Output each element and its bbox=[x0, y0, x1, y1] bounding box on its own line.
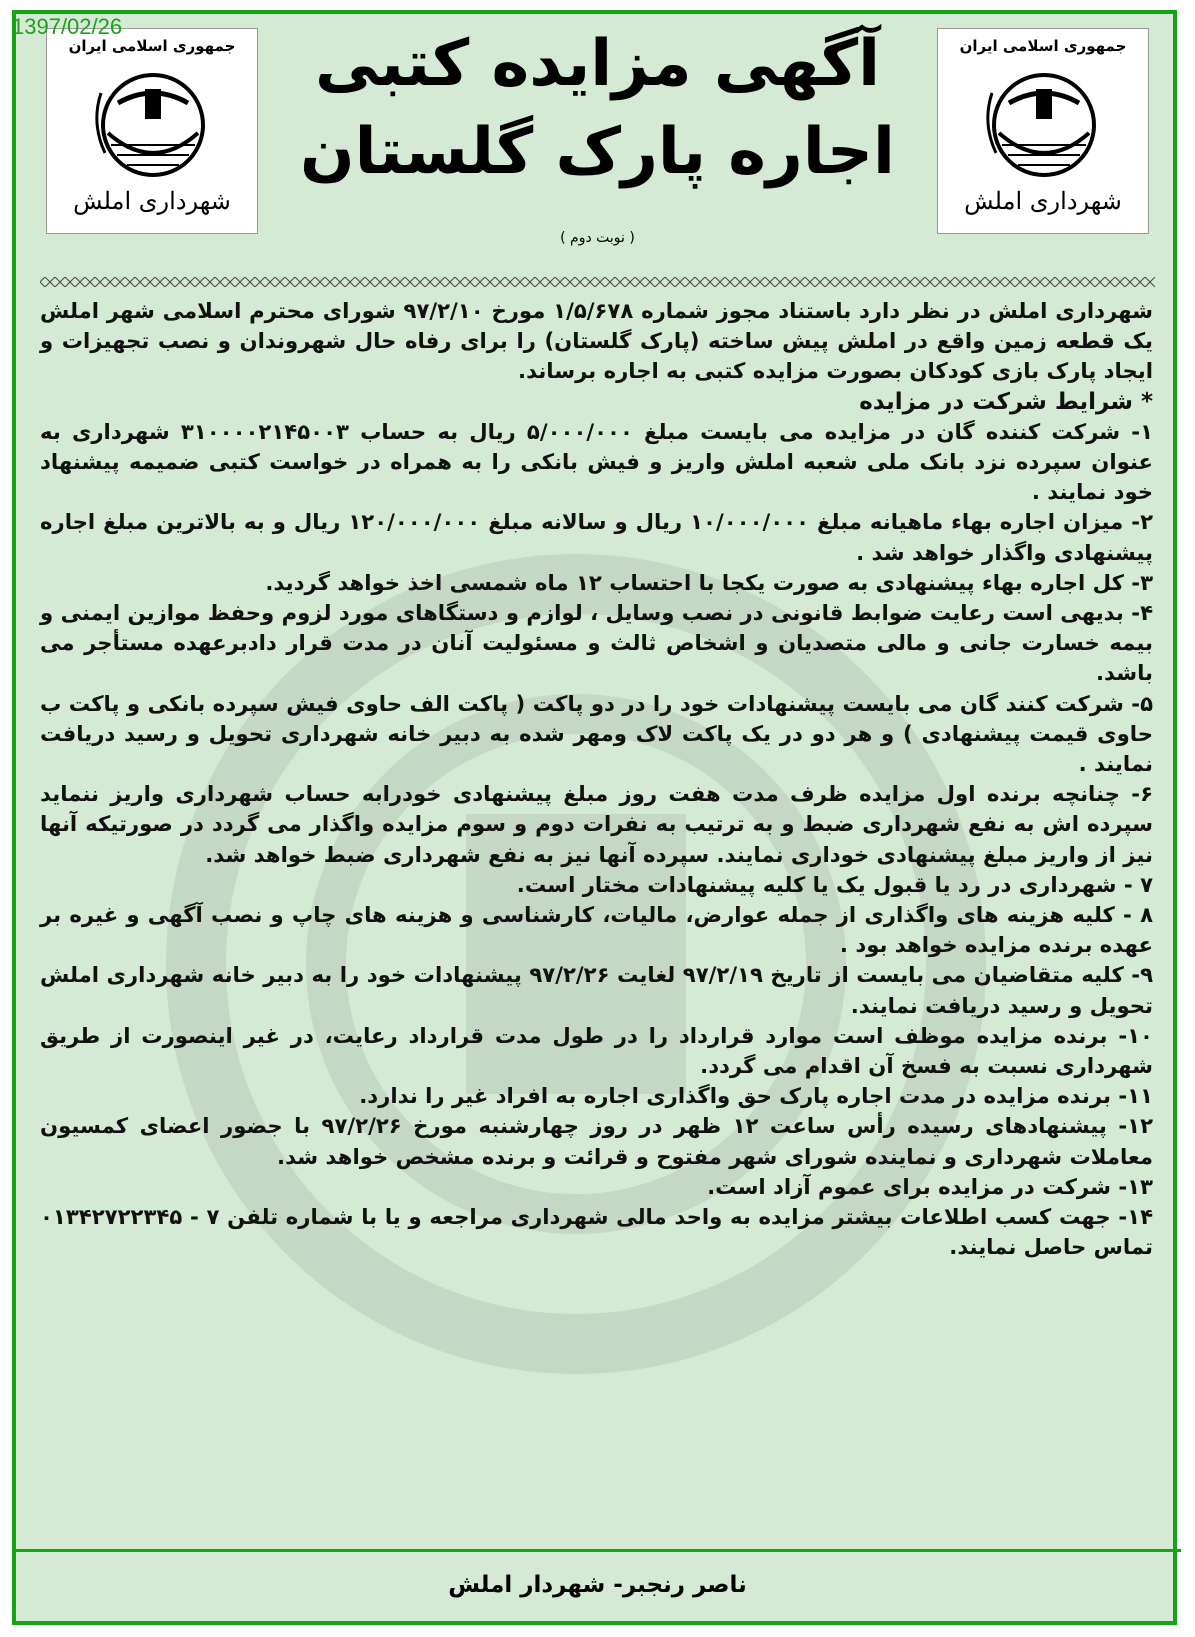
logo-left bbox=[46, 28, 258, 234]
condition-item: ۶- چنانچه برنده اول مزایده ظرف مدت هفت روز مبلغ پیشنهادی خودرابه حساب شهرداری واریز ننماید سپرده اش به نفع شهرداری ضبط و به ترتیب به نفرات دوم و سوم مزایده واگذار می گردد در صورتیکه آنها نیز از واریز مبلغ پیشنهادی خوداری نمایند. سپرده آنها نیز به نفع شهرداری ضبط خواهد شد. bbox=[40, 781, 1153, 867]
logo-country-text: جمهوری اسلامی ایران bbox=[68, 37, 236, 55]
condition-item: ۴- بدیهی است رعایت ضوابط قانونی در نصب وسایل ، لوازم و دستگاهای مورد لزوم وحفظ موازین ایمنی و بیمه خسارت جانی و مالی متصدیان و اشخاص ثالث و مسئولیت آنان در مدت قرار دادبرعهده مستأجر می باشد. bbox=[40, 600, 1153, 686]
notice-body bbox=[40, 296, 1153, 1263]
logo-name-text: شهرداری املش bbox=[73, 187, 231, 215]
logo-country-text: جمهوری اسلامی ایران bbox=[959, 37, 1127, 55]
condition-item: ۱۴- جهت کسب اطلاعات بیشتر مزایده به واحد مالی شهرداری مراجعه و یا با شماره تلفن ۷ - ۰۱۳۴۲۷۲۲۳۴۵ تماس حاصل نمایند. bbox=[40, 1204, 1154, 1260]
municipality-emblem-icon bbox=[83, 63, 223, 183]
date-stamp: 1397/02/26 bbox=[12, 14, 123, 39]
intro-paragraph: شهرداری املش در نظر دارد باستناد مجوز شماره ۱/۵/۶۷۸ مورخ ۹۷/۲/۱۰ شورای محترم اسلامی شهر املش یک قطعه زمین واقع در املش پیش ساخته (پارک گلستان) را برای رفاه حال شهروندان و نصب تجهیزات و ایجاد پارک بازی کودکان بصورت مزایده کتبی به اجاره برساند. bbox=[40, 298, 1153, 384]
logo-right bbox=[937, 28, 1149, 234]
condition-item: ۷ - شهرداری در رد یا قبول یک یا کلیه پیشنهادات مختار است. bbox=[516, 871, 1153, 897]
condition-item: ۱- شرکت کننده گان در مزایده می بایست مبلغ ۵/۰۰۰/۰۰۰ ریال به حساب ۳۱۰۰۰۰۲۱۴۵۰۰۳ شهرداری به عنوان سپرده نزد بانک ملی شعبه املش واریز و فیش بانکی را به همراه در خواست کتبی ضمیمه پیشنهاد خود نمایند . bbox=[40, 418, 1154, 505]
municipality-emblem-icon bbox=[974, 63, 1114, 183]
condition-item: ۵- شرکت کنند گان می بایست پیشنهادات خود را در دو پاکت ( پاکت الف حاوی فیش سپرده بانکی و پاکت ب حاوی قیمت پیشنهادی ) و هر دو در یک پاکت لاک ومهر شده به دبیر خانه شهرداری تحویل و رسید دریافت نمایند . bbox=[40, 690, 1153, 777]
condition-item: ۱۰- برنده مزایده موظف است موارد قرارداد را در طول مدت قرارداد رعایت، در غیر اینصورت از طریق شهرداری نسبت به فسخ آن اقدام می گردد. bbox=[40, 1022, 1153, 1079]
condition-item: ۹- کلیه متقاضیان می بایست از تاریخ ۹۷/۲/۱۹ لغایت ۹۷/۲/۲۶ پیشنهادات خود را به دبیر خانه شهرداری املش تحویل و رسید دریافت نمایند. bbox=[40, 962, 1154, 1018]
condition-item: ۱۳- شرکت در مزایده برای عموم آزاد است. bbox=[707, 1173, 1153, 1199]
footer-divider bbox=[14, 1549, 1181, 1552]
condition-item: ۳- کل اجاره بهاء پیشنهادی به صورت یکجا با احتساب ۱۲ ماه شمسی اخذ خواهد گردید. bbox=[265, 569, 1153, 595]
page-subtitle: اجاره پارک گلستان bbox=[300, 115, 895, 189]
condition-item: ۸ - کلیه هزینه های واگذاری از جمله عوارض، مالیات، کارشناسی و هزینه های چاپ و نصب آگهی و غیره بر عهده برنده مزایده خواهد بود . bbox=[40, 902, 1153, 958]
conditions-heading: * شرایط شرکت در مزایده bbox=[859, 388, 1153, 415]
condition-item: ۲- میزان اجاره بهاء ماهیانه مبلغ ۱۰/۰۰۰/۰۰۰ ریال و سالانه مبلغ ۱۲۰/۰۰۰/۰۰۰ ریال و به بالاترین مبلغ اجاره پیشنهادی واگذار خواهد شد . bbox=[40, 509, 1153, 565]
condition-item: ۱۱- برنده مزایده در مدت اجاره پارک حق واگذاری اجاره به افراد غیر را ندارد. bbox=[359, 1083, 1153, 1109]
footer-signature: ناصر رنجبر- شهردار املش bbox=[448, 1572, 747, 1598]
zigzag-divider bbox=[40, 277, 1155, 287]
page-title: آگهی مزایده کتبی bbox=[314, 27, 881, 101]
round-note: ( نوبت دوم ) bbox=[560, 230, 635, 246]
logo-name-text: شهرداری املش bbox=[964, 187, 1122, 215]
condition-item: ۱۲- پیشنهادهای رسیده رأس ساعت ۱۲ ظهر در روز چهارشنبه مورخ ۹۷/۲/۲۶ با جضور اعضای کمسیون معاملات شهرداری و نماینده شورای شهر مفتوح و قرائت و برنده مشخص خواهد شد. bbox=[40, 1113, 1154, 1169]
